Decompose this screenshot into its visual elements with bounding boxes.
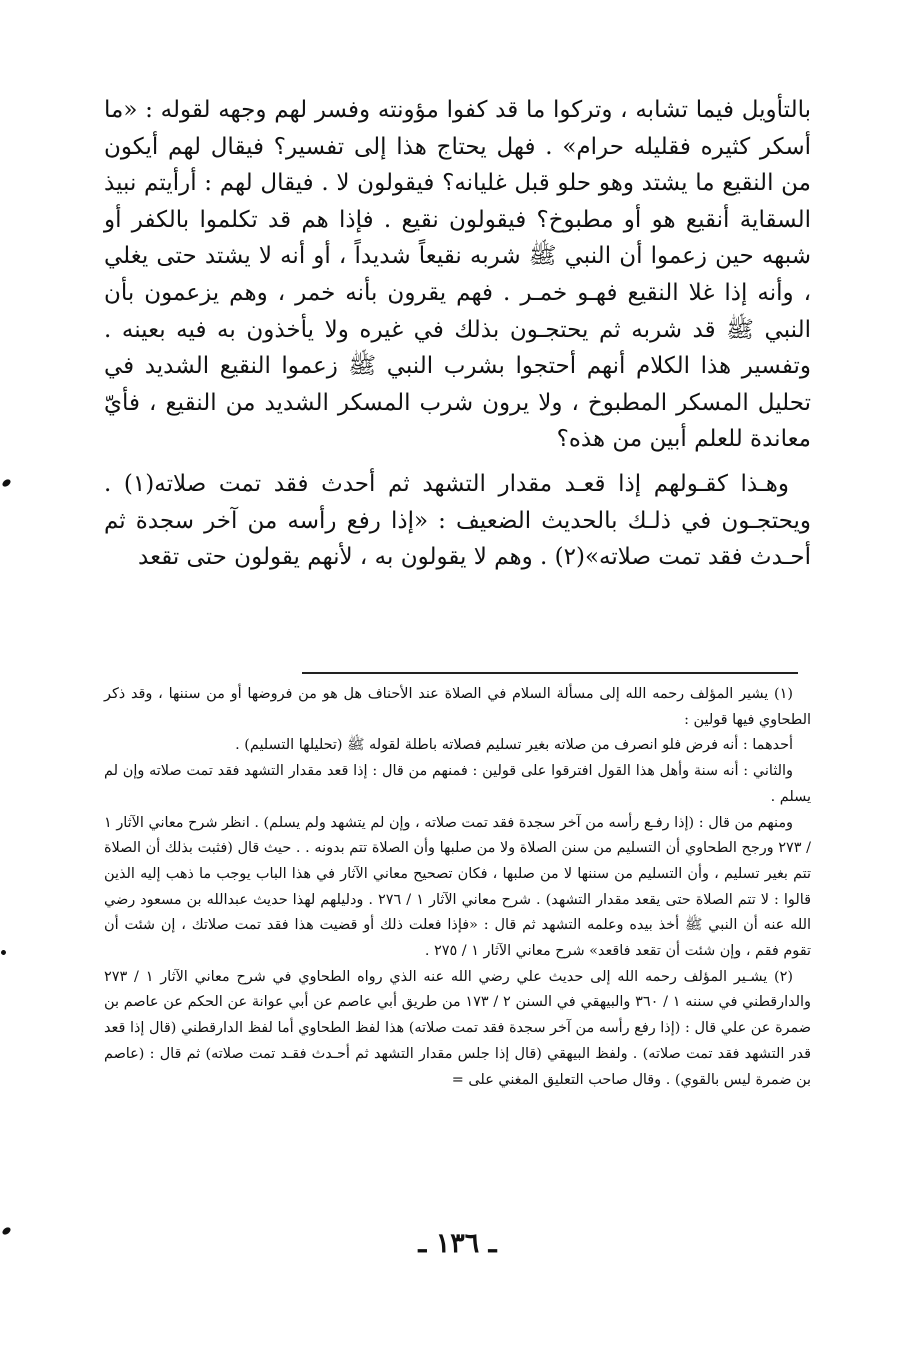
page-number: ـ ١٣٦ ـ: [418, 1228, 497, 1259]
main-text: [104, 92, 811, 576]
margin-mark: [0, 949, 7, 956]
footnotes: [104, 682, 811, 1093]
footnote-2: (٢) يشـير المؤلف رحمه الله إلى حديث علي رضي الله عنه الذي رواه الطحاوي في شرح معاني الآثار ١ / ٢٧٣ والدارقطني في سننه ١ / ٣٦٠ والبيهقي في السنن ٢ / ١٧٣ من طريق أبي عاصم عن أبي عوانة عن الحكم عن عاصم بن ضمرة عن علي قال : (إذا رفع رأسه من آخر سجدة فقد تمت صلاته) هذا لفظ الطحاوي أما لفظ الدارقطني (قال إذا قعد قدر التشهد فقد تمت صلاته) . ولفظ البيهقي (قال إذا جلس مقدار التشهد ثم أحـدث فقـد تمت صلاته) ثم قال : (عاصم بن ضمرة ليس بالقوي) . وقال صاحب التعليق المغني على =: [104, 968, 812, 1088]
margin-mark: [1, 478, 12, 488]
main-paragraph-1: بالتأويل فيما تشابه ، وتركوا ما قد كفوا مؤونته وفسر لهم وجهه لقوله : «ما أسكر كثيره فقليله حرام» . فهل يحتاج هذا إلى تفسير؟ فيقال لهم أيكون من النقيع ما يشتد وهو حلو قبل غليانه؟ فيقولون لا . فيقال لهم : أرأيتم نبيذ السقاية أنقيع هو أو مطبوخ؟ فيقولون نقيع . فإذا هم قد تكلموا بالكفر أو شبهه حين زعموا أن النبي ﷺ شربه نقيعاً شديداً ، أو أنه لا يشتد حتى يغلي ، وأنه إذا غلا النقيع فهـو خمـر . فهم يقرون بأنه خمر ، وهم يزعمون بأن النبي ﷺ قد شربه ثم يحتجـون بذلك في غيره ولا يأخذون به فيه بعينه . وتفسير هذا الكلام أنهم أحتجوا بشرب النبي ﷺ زعموا النقيع الشديد في تحليل المسكر المطبوخ ، ولا يرون شرب المسكر الشديد من النقيع ، فأيّ معاندة للعلم أبين من هذه؟: [104, 97, 811, 453]
footnote-1-second-opinion: والثاني : أنه سنة وأهل هذا القول افترقوا على قولين : فمنهم من قال : إذا قعد مقدار التشهد فقد تمت صلاته وإن لم يسلم .: [104, 763, 811, 805]
footnote-separator: [302, 672, 798, 674]
footnote-1-details: ومنهم من قال : (إذا رفـع رأسه من آخر سجدة فقد تمت صلاته ، وإن لم يتشهد ولم يسلم) . انظر شرح معاني الآثار ١ / ٢٧٣ ورجح الطحاوي أن التسليم من سنن الصلاة ولا من صلبها وأن الصلاة تتم بدونه . . حيث قال (فثبت بذلك أن الصلاة تتم بغير تسليم ، وأن التسليم من سننها لا من صلبها ، فكان تصحيح معاني الآثار في هذا الباب يوجب ما ذهب إليه الذين قالوا : لا تتم الصلاة حتى يقعد مقدار التشهد) . شرح معاني الآثار ١ / ٢٧٦ . ودليلهم لهذا حديث عبدالله بن مسعود رضي الله عنه أن النبي ﷺ أخذ بيده وعلمه التشهد ثم قال : «فإذا فعلت ذلك أو قضيت هذا فقد تمت صلاتك ، إن شئت أن تقوم فقم ، وإن شئت أن تقعد فاقعد» شرح معاني الآثار ١ / ٢٧٥ .: [104, 814, 812, 960]
main-paragraph-2: وهـذا كقـولهم إذا قعـد مقدار التشهد ثم أحدث فقد تمت صلاته(١) . ويحتجـون في ذلـك بالحديث الضعيف : «إذا رفع رأسه من آخر سجدة ثم أحـدث فقد تمت صلاته»(٢) . وهم لا يقولون به ، لأنهم يقولون حتى تقعد: [104, 470, 811, 571]
footnote-1-first-opinion: أحدهما : أنه فرض فلو انصرف من صلاته بغير تسليم فصلاته باطلة لقوله ﷺ (تحليلها التسليم) .: [235, 737, 793, 754]
footnote-1-intro: (١) يشير المؤلف رحمه الله إلى مسألة السلام في الصلاة عند الأحناف هل هو من فروضها أو من سننها ، وقد ذكر الطحاوي فيها قولين :: [104, 686, 811, 728]
